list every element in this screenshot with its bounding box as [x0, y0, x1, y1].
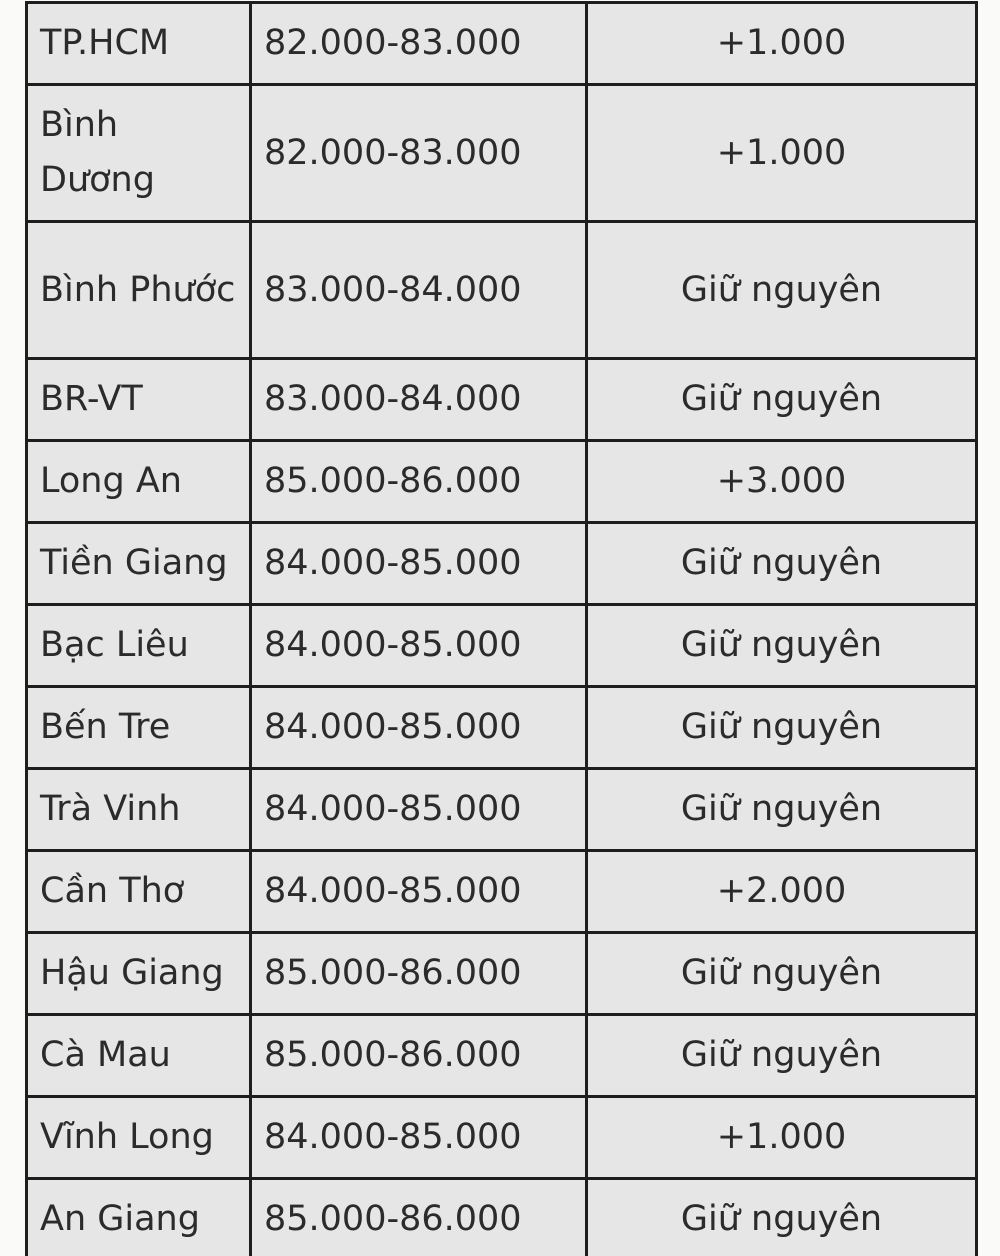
province-cell: Cần Thơ: [27, 851, 251, 933]
table-row: [27, 359, 977, 441]
price-cell: 85.000-86.000: [251, 441, 587, 523]
table-row: [27, 441, 977, 523]
table-row: [27, 3, 977, 85]
table-row: [27, 1015, 977, 1097]
price-cell: 82.000-83.000: [251, 85, 587, 222]
change-cell: Giữ nguyên: [587, 605, 977, 687]
price-table-body: [27, 3, 977, 1256]
table-row: [27, 933, 977, 1015]
province-cell: An Giang: [27, 1179, 251, 1256]
change-cell: Giữ nguyên: [587, 1179, 977, 1256]
province-cell: Trà Vinh: [27, 769, 251, 851]
province-cell: TP.HCM: [27, 3, 251, 85]
province-cell: Hậu Giang: [27, 933, 251, 1015]
change-cell: Giữ nguyên: [587, 1015, 977, 1097]
price-cell: 83.000-84.000: [251, 359, 587, 441]
change-cell: Giữ nguyên: [587, 222, 977, 359]
table-row: [27, 222, 977, 359]
table-row: [27, 1179, 977, 1256]
price-cell: 83.000-84.000: [251, 222, 587, 359]
table-row: [27, 605, 977, 687]
change-cell: Giữ nguyên: [587, 933, 977, 1015]
province-cell: Bến Tre: [27, 687, 251, 769]
price-cell: 82.000-83.000: [251, 3, 587, 85]
change-cell: +2.000: [587, 851, 977, 933]
change-cell: +1.000: [587, 3, 977, 85]
change-cell: Giữ nguyên: [587, 769, 977, 851]
table-row: [27, 1097, 977, 1179]
price-cell: 84.000-85.000: [251, 523, 587, 605]
province-cell: Bình Phước: [27, 222, 251, 359]
change-cell: +1.000: [587, 85, 977, 222]
table-row: [27, 85, 977, 222]
table-row: [27, 523, 977, 605]
province-cell: Bạc Liêu: [27, 605, 251, 687]
province-cell: Bình Dương: [27, 85, 251, 222]
price-table: [25, 1, 978, 1256]
price-cell: 84.000-85.000: [251, 687, 587, 769]
price-cell: 85.000-86.000: [251, 1015, 587, 1097]
price-cell: 85.000-86.000: [251, 1179, 587, 1256]
province-cell: BR-VT: [27, 359, 251, 441]
province-cell: Vĩnh Long: [27, 1097, 251, 1179]
price-cell: 84.000-85.000: [251, 769, 587, 851]
price-cell: 84.000-85.000: [251, 1097, 587, 1179]
price-cell: 84.000-85.000: [251, 851, 587, 933]
province-cell: Long An: [27, 441, 251, 523]
change-cell: +3.000: [587, 441, 977, 523]
change-cell: Giữ nguyên: [587, 523, 977, 605]
change-cell: Giữ nguyên: [587, 359, 977, 441]
price-cell: 85.000-86.000: [251, 933, 587, 1015]
table-row: [27, 851, 977, 933]
province-cell: Cà Mau: [27, 1015, 251, 1097]
change-cell: Giữ nguyên: [587, 687, 977, 769]
province-cell: Tiền Giang: [27, 523, 251, 605]
change-cell: +1.000: [587, 1097, 977, 1179]
table-row: [27, 687, 977, 769]
table-row: [27, 769, 977, 851]
price-cell: 84.000-85.000: [251, 605, 587, 687]
